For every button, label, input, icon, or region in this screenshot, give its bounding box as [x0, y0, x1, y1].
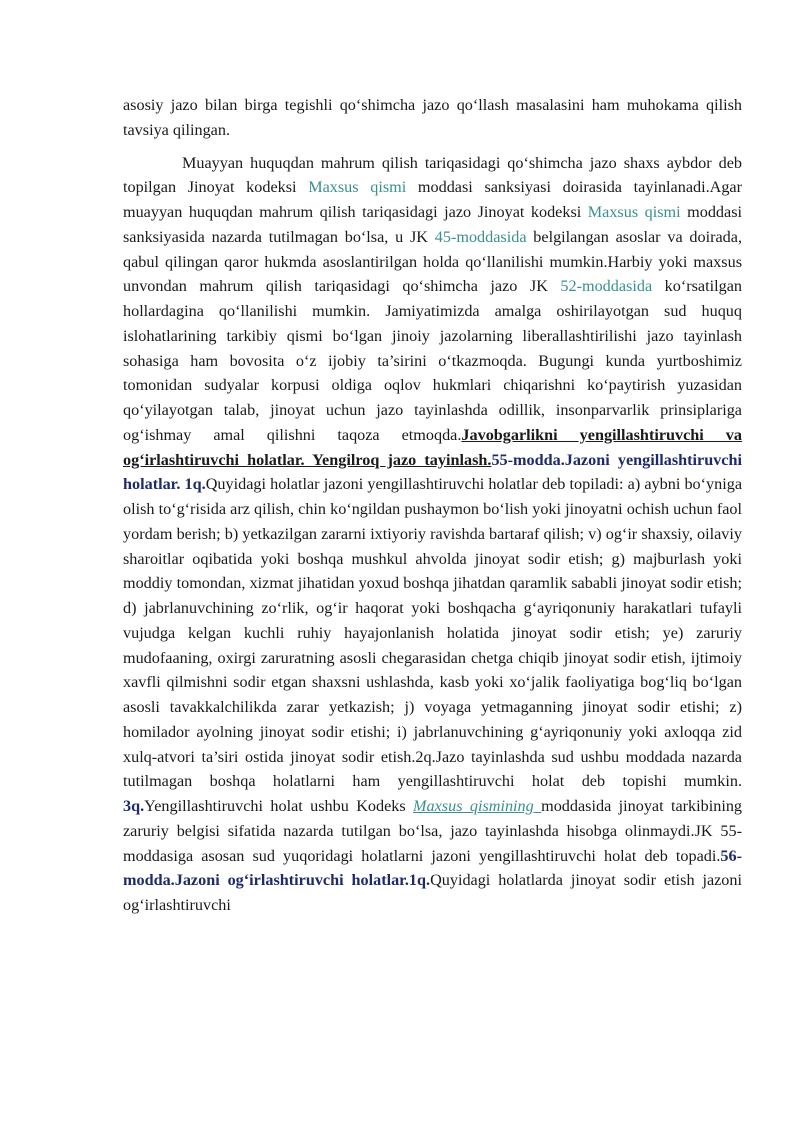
- maxsus-qismi-link[interactable]: Maxsus qismi: [308, 178, 407, 197]
- paragraph-continuation: [123, 93, 742, 143]
- article-56-heading: 56-modda.Jazoni og‘irlashtiruvchi holatlar.1q.: [123, 846, 742, 890]
- text-segment: ko‘rsatilgan hollardagina qo‘llanilishi mumkin. Jamiyatimizda amalga oshirilayotgan sud huquq islohatlarining tarkibiy qismi bo‘lgan jinoiy jazolarning liberallashtirilishi jazo tayinlash sohasiga ham bovosita o‘z ijobiy ta’sirini o‘tkazmoqda. Bugungi kunda yurtboshimiz tomonidan sudyalar korpusi oldiga oqlov hukmlari chiqarishni ko‘paytirish yuzasidan qo‘yilayotgan talab, jinoyat uchun jazo tayinlashda odillik, insonparvarlik prinsiplariga og‘ishmay amal qilishni taqoza etmoqda.: [123, 277, 742, 444]
- paragraph-1-text: asosiy jazo bilan birga tegishli qo‘shimcha jazo qo‘llash masalasini ham muhokama qilish tavsiya qilingan.: [123, 96, 742, 139]
- article-45-link[interactable]: 45-moddasida: [434, 227, 527, 246]
- section-heading: Javobgarlikni yengillashtiruvchi va og‘irlashtiruvchi holatlar. Yengilroq jazo tayinlash.: [123, 425, 742, 469]
- maxsus-qismining-link[interactable]: Maxsus qismining: [413, 797, 542, 815]
- text-segment: Quyidagi holatlar jazoni yengillashtiruvchi holatlar deb topiladi: a) aybni bo‘yniga olish to‘g‘risida arz qilish, chin ko‘ngildan pushaymon bo‘lish yoki jinoyatni ochish uchun faol yordam berish; b) yetkazilgan zararni ixtiyoriy ravishda bartaraf qilish; v) og‘ir shaxsiy, oilaviy sharoitlar oqibatida yoki boshqa mushkul ahvolda jinoyat sodir etish; g) majburlash yoki moddiy tomondan, xizmat jihatidan yoxud boshqa jihatdan qaramlik sababli jinoyat sodir etish; d) jabrlanuvchining zo‘rlik, og‘ir haqorat yoki boshqacha g‘ayriqonuniy harakatlari tufayli vujudga kelgan kuchli ruhiy hayajonlanish holatida jinoyat sodir etish; ye) zaruriy mudofaaning, oxirgi zaruratning asosli chegarasidan chetga chiqib jinoyat sodir etish, ijtimoiy xavfli qilmishni sodir etgan shaxsni ushlashda, kasb yoki xo‘jalik faoliyatiga bog‘liq bo‘lgan asosli tavakkalchilikda zarar yetkazish; j) voyaga yetmaganning jinoyat sodir etishi; z) homilador ayolning jinoyat sodir etishi; i) jabrlanuvchining g‘ayriqonuniy yoki axloqqa zid xulq-atvori ta’siri ostida jinoyat sodir etish.2q.Jazo tayinlashda sud ushbu moddada nazarda tutilmagan boshqa holatlarni ham yengillashtiruvchi holat deb topishi mumkin.: [123, 475, 743, 791]
- text-segment: Yengillashtiruvchi holat ushbu Kodeks: [144, 797, 414, 815]
- text-segment: moddasida jinoyat tarkibining zaruriy belgisi sifatida nazarda tutilgan bo‘lsa, jazo tayinlashda hisobga olinmaydi.JK 55-moddasiga asosan sud yuqoridagi holatlarni jazoni yengillashtiruvchi holat deb topadi.: [123, 797, 743, 865]
- text-segment: Quyidagi holatlarda jinoyat sodir etish jazoni og‘irlashtiruvchi: [123, 871, 742, 914]
- text-segment: moddasi sanksiyasi doirasida tayinlanadi.Agar muayyan huquqdan mahrum qilish tariqasidagi jazo Jinoyat kodeksi: [123, 178, 742, 221]
- maxsus-qismi-link[interactable]: Maxsus qismi: [587, 203, 681, 221]
- article-52-link[interactable]: 52-moddasida: [560, 277, 653, 296]
- document-page: [123, 93, 742, 918]
- text-segment: moddasi sanksiyasida nazarda tutilmagan bo‘lsa, u JK: [123, 203, 742, 246]
- text-segment: Muayyan huquqdan mahrum qilish tariqasidagi qo‘shimcha jazo shaxs aybdor deb topilgan Jinoyat kodeksi: [123, 153, 742, 197]
- text-segment: belgilangan asoslar va doirada, qabul qilingan qaror hukmda asoslantirilgan holda qo‘llanilishi mumkin.Harbiy yoki maxsus unvondan mahrum qilish tariqasidagi qo‘shimcha jazo JK: [123, 227, 742, 296]
- part-3-label: 3q.: [123, 797, 145, 815]
- paragraph-main: [123, 151, 742, 918]
- article-55-heading: 55-modda.Jazoni yengillashtiruvchi holatlar. 1q.: [123, 450, 742, 494]
